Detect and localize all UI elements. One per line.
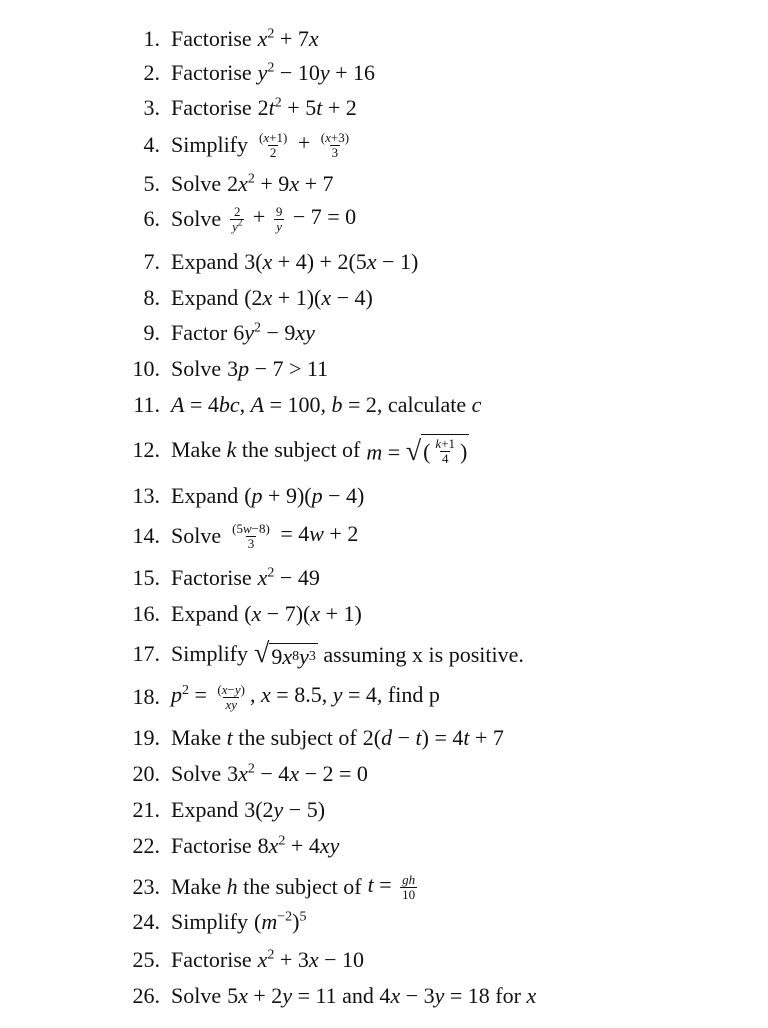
- problem-text: [171, 911, 306, 933]
- problem-expression: 3(2y − 5): [244, 797, 326, 822]
- problem-text: [171, 985, 536, 1007]
- problem-item: [0, 561, 768, 595]
- problem-expression: $\frac{(x+1)}{2}$ + $\frac{(x+3)}{3}$: [259, 129, 350, 160]
- problem-instruction: Factorise: [171, 833, 252, 858]
- problem-number: 4.: [143, 132, 160, 157]
- problem-text: [171, 799, 325, 821]
- problem-expression: 3(x + 4) + 2(5x − 1): [244, 249, 419, 274]
- problem-expression: $2x^2 + 9x + 7$: [227, 171, 334, 196]
- problem-expression: t = $\frac{gh}{10}$: [367, 871, 416, 902]
- problem-text: [171, 251, 418, 273]
- problem-item: [0, 91, 768, 125]
- problem-text: [171, 322, 315, 344]
- problem-instruction: Factorise: [171, 947, 252, 972]
- problem-text: [171, 131, 354, 159]
- problem-instruction: Expand: [171, 249, 239, 274]
- problem-text: [171, 485, 364, 507]
- problem-item: [0, 757, 768, 791]
- problem-expression: 3p − 7 > 11: [227, 356, 329, 381]
- problem-number: 22.: [132, 833, 160, 858]
- problem-item: [0, 721, 768, 755]
- problem-instruction: Make t the subject of: [171, 725, 357, 750]
- problem-expression: $x^2 + 3x - 10$: [257, 947, 365, 972]
- problem-text: [171, 603, 362, 625]
- problem-item: [0, 979, 768, 1013]
- problem-item: [0, 479, 768, 513]
- problem-number: 17.: [132, 641, 160, 666]
- problem-text: [171, 394, 481, 416]
- problem-expression: $x^2 + 7x$: [257, 26, 319, 51]
- problem-expression: $p^2$ = $\frac{(x-y)}{xy}$ , x = 8.5, y = 4, find p: [171, 681, 440, 712]
- problem-text: [171, 640, 524, 668]
- problem-text: [171, 727, 504, 749]
- problem-instruction: Solve: [171, 761, 222, 786]
- problem-item: [0, 870, 768, 904]
- problem-item: [0, 316, 768, 350]
- problem-expression: 2(d − t) = 4t + 7: [362, 725, 504, 750]
- problem-expression: A = 4bc, A = 100, b = 2, calculate c: [171, 392, 482, 417]
- problem-expression: $\frac{2}{y^2}$ + $\frac{9}{y}$ − 7 = 0: [232, 203, 357, 234]
- problem-number: 11.: [133, 392, 160, 417]
- problem-text: [171, 358, 328, 380]
- problem-number: 25.: [132, 947, 160, 972]
- problem-expression: $y^2 - 10y + 16$: [257, 60, 376, 85]
- problem-number: 10.: [132, 356, 160, 381]
- problem-expression: $2t^2 + 5t + 2$: [257, 95, 357, 120]
- problem-expression: m = √ ( $\frac{k+1}{4}$ ): [366, 435, 468, 467]
- problem-instruction: Factorise: [171, 60, 252, 85]
- problem-text: [171, 683, 440, 711]
- problem-number: 20.: [132, 761, 160, 786]
- problem-instruction: Factorise: [171, 95, 252, 120]
- problem-expression: (x − 7)(x + 1): [244, 601, 362, 626]
- problem-item: [0, 202, 768, 236]
- problem-instruction: Make k the subject of: [171, 437, 361, 462]
- problem-expression: $(m^{-2})^5$: [254, 909, 307, 934]
- problem-instruction: Solve: [171, 206, 222, 231]
- problem-expression: $6y^2 - 9xy$: [233, 320, 315, 345]
- problem-item: [0, 793, 768, 827]
- problem-text: [171, 873, 420, 901]
- problem-expression: (2x + 1)(x − 4): [244, 285, 373, 310]
- problem-expression: $8x^2 + 4xy$: [257, 833, 340, 858]
- problem-number: 7.: [143, 249, 160, 274]
- problem-number: 1.: [143, 26, 160, 51]
- problem-item: [0, 943, 768, 977]
- problem-number: 9.: [143, 320, 160, 345]
- problem-item: [0, 829, 768, 863]
- problem-item: [0, 245, 768, 279]
- problem-instruction: Make h the subject of: [171, 874, 362, 899]
- problem-instruction: Solve: [171, 356, 222, 381]
- problem-number: 21.: [132, 797, 160, 822]
- problem-text: [171, 763, 368, 785]
- problem-item: [0, 352, 768, 386]
- problem-number: 23.: [132, 874, 160, 899]
- problem-item: [0, 433, 768, 467]
- problem-number: 5.: [143, 171, 160, 196]
- problem-item: [0, 167, 768, 201]
- problem-number: 16.: [132, 601, 160, 626]
- problem-text: [171, 949, 364, 971]
- problem-number: 26.: [132, 983, 160, 1008]
- problem-expression: $\frac{(5w-8)}{3}$ = 4w + 2: [232, 520, 359, 551]
- problem-instruction: Factorise: [171, 26, 252, 51]
- problem-instruction: Expand: [171, 797, 239, 822]
- problem-instruction: Expand: [171, 601, 239, 626]
- problem-number: 12.: [132, 437, 160, 462]
- problem-instruction: Simplify: [171, 909, 249, 934]
- problem-instruction: Factorise: [171, 565, 252, 590]
- problem-text: [171, 434, 469, 465]
- problem-number: 14.: [132, 523, 160, 548]
- problem-item: [0, 128, 768, 162]
- problem-number: 6.: [143, 206, 160, 231]
- problem-item: [0, 519, 768, 553]
- problem-item: [0, 281, 768, 315]
- problem-item: [0, 22, 768, 56]
- problem-text: [171, 173, 334, 195]
- problem-instruction: Expand: [171, 483, 239, 508]
- problem-instruction: Simplify: [171, 132, 249, 157]
- problem-instruction: Solve: [171, 523, 222, 548]
- problem-instruction: Expand: [171, 285, 239, 310]
- problem-expression: $3x^2 - 4x - 2 = 0$: [227, 761, 368, 786]
- problem-item: [0, 388, 768, 422]
- problem-item: [0, 637, 768, 671]
- problem-number: 8.: [143, 285, 160, 310]
- problem-text: [171, 522, 358, 550]
- problem-text: [171, 287, 373, 309]
- problem-number: 3.: [143, 95, 160, 120]
- problem-text: [171, 205, 356, 233]
- problem-instruction: Solve: [171, 171, 222, 196]
- problem-text: [171, 28, 319, 50]
- problem-item: [0, 680, 768, 714]
- problem-number: 13.: [132, 483, 160, 508]
- problem-expression: 5x + 2y = 11 and 4x − 3y = 18 for x: [227, 983, 537, 1008]
- problem-text: [171, 835, 339, 857]
- problem-text: [171, 567, 320, 589]
- problem-item: [0, 597, 768, 631]
- problem-number: 19.: [132, 725, 160, 750]
- problem-expression: √ 9 x 8 y 3 assuming x is positive.: [254, 638, 524, 669]
- problem-number: 18.: [132, 684, 160, 709]
- problem-number: 15.: [132, 565, 160, 590]
- problem-item: [0, 56, 768, 90]
- problem-number: 24.: [132, 909, 160, 934]
- problem-expression: $x^2 - 49$: [257, 565, 320, 590]
- problem-text: [171, 97, 357, 119]
- problem-instruction: Solve: [171, 983, 222, 1008]
- problem-expression: (p + 9)(p − 4): [244, 483, 365, 508]
- problem-text: [171, 62, 375, 84]
- problem-item: [0, 905, 768, 939]
- problem-number: 2.: [143, 60, 160, 85]
- problem-instruction: Simplify: [171, 641, 249, 666]
- problem-instruction: Factor: [171, 320, 228, 345]
